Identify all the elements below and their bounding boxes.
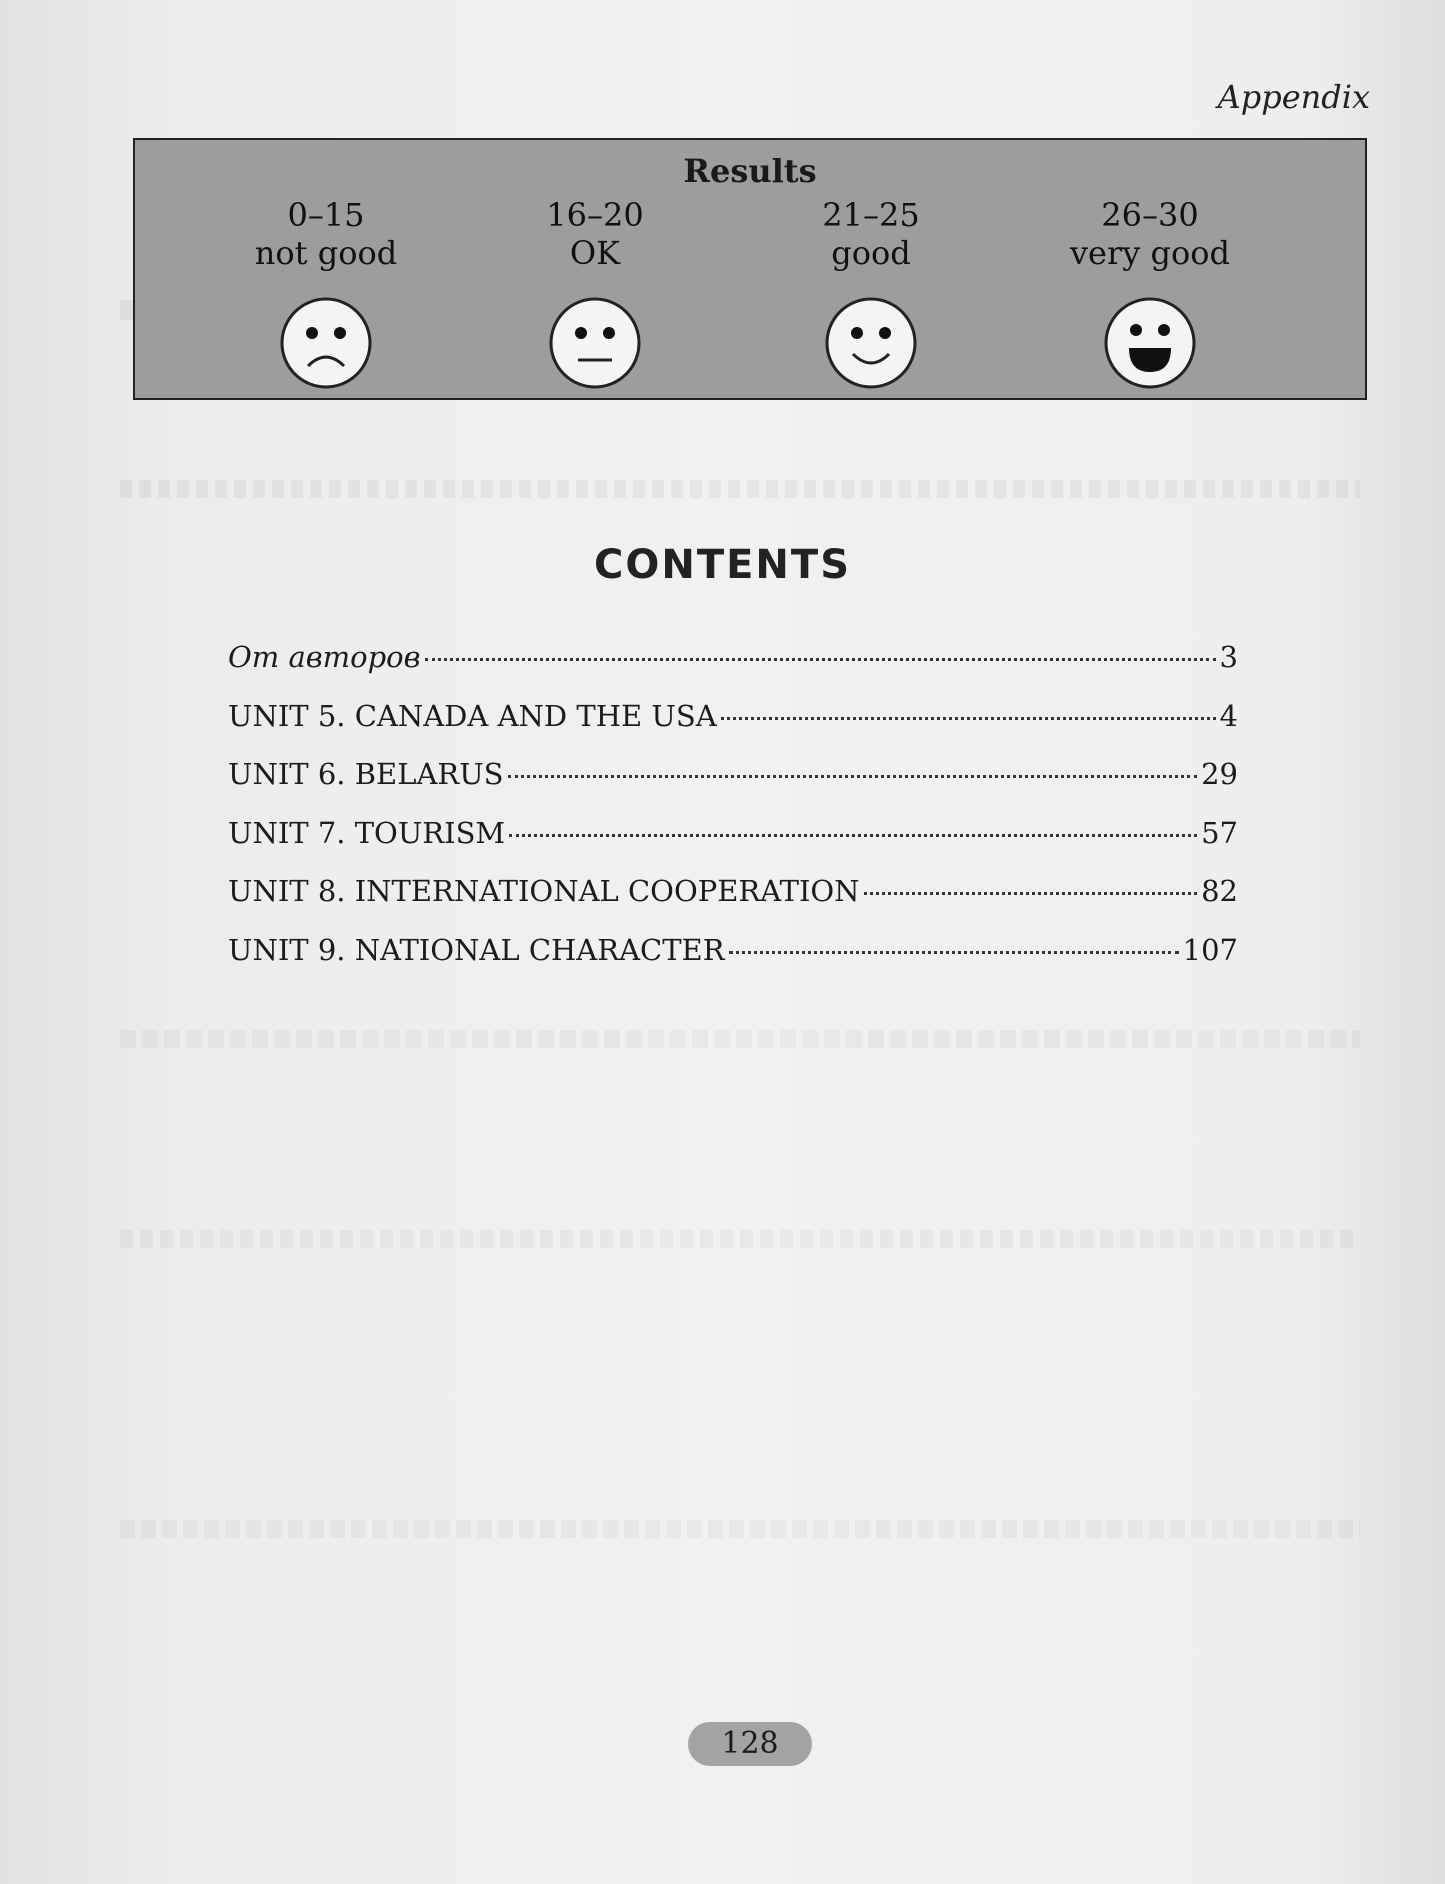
toc-leader-dots	[509, 834, 1197, 837]
result-range-label: OK	[569, 234, 621, 272]
toc-entry[interactable]	[228, 640, 1238, 674]
result-range-3	[751, 196, 991, 272]
section-label: Appendix	[1217, 78, 1370, 116]
toc-entry-label: UNIT 6. BELARUS	[228, 757, 504, 791]
toc-leader-dots	[425, 658, 1216, 661]
result-range-value: 26–30	[1101, 196, 1199, 234]
bleed-through-texture	[120, 480, 1360, 498]
toc-entry-label: UNIT 9. NATIONAL CHARACTER	[228, 933, 725, 967]
toc-entry[interactable]	[228, 699, 1238, 733]
grin-face-icon	[1103, 296, 1197, 390]
results-title: Results	[683, 152, 817, 190]
toc-entry[interactable]	[228, 757, 1238, 791]
sad-face-icon	[279, 296, 373, 390]
smile-face-icon	[824, 296, 918, 390]
result-range-2	[475, 196, 715, 272]
toc-entry-page: 82	[1201, 874, 1238, 908]
result-range-4	[1030, 196, 1270, 272]
result-range-value: 0–15	[287, 196, 365, 234]
result-range-value: 21–25	[822, 196, 920, 234]
neutral-face-icon	[548, 296, 642, 390]
contents-title: CONTENTS	[593, 542, 851, 588]
result-range-label: good	[831, 234, 911, 272]
bleed-through-texture	[120, 1030, 1360, 1048]
toc-entry[interactable]	[228, 874, 1238, 908]
toc-entry-page: 29	[1201, 757, 1238, 791]
toc-entry-page: 4	[1219, 699, 1238, 733]
toc-entry-label: UNIT 7. TOURISM	[228, 816, 506, 850]
toc-entry-page: 57	[1201, 816, 1238, 850]
result-range-1	[206, 196, 446, 272]
toc-entry[interactable]	[228, 816, 1238, 850]
toc-entry-page: 3	[1219, 640, 1238, 674]
toc-leader-dots	[729, 951, 1179, 954]
toc-entry[interactable]	[228, 933, 1238, 967]
toc-leader-dots	[508, 775, 1198, 778]
page-number: 128	[688, 1722, 812, 1766]
result-range-label: not good	[254, 234, 398, 272]
toc-entry-label: От авторов	[228, 640, 421, 674]
results-panel	[133, 138, 1367, 400]
toc-leader-dots	[864, 892, 1198, 895]
bleed-through-texture	[120, 1520, 1360, 1538]
toc-entry-label: UNIT 8. INTERNATIONAL COOPERATION	[228, 874, 860, 908]
result-range-label: very good	[1069, 234, 1231, 272]
toc-entry-label: UNIT 5. CANADA AND THE USA	[228, 699, 717, 733]
bleed-through-texture	[120, 1230, 1360, 1248]
result-range-value: 16–20	[546, 196, 644, 234]
toc-leader-dots	[721, 717, 1216, 720]
toc-entry-page: 107	[1182, 933, 1238, 967]
